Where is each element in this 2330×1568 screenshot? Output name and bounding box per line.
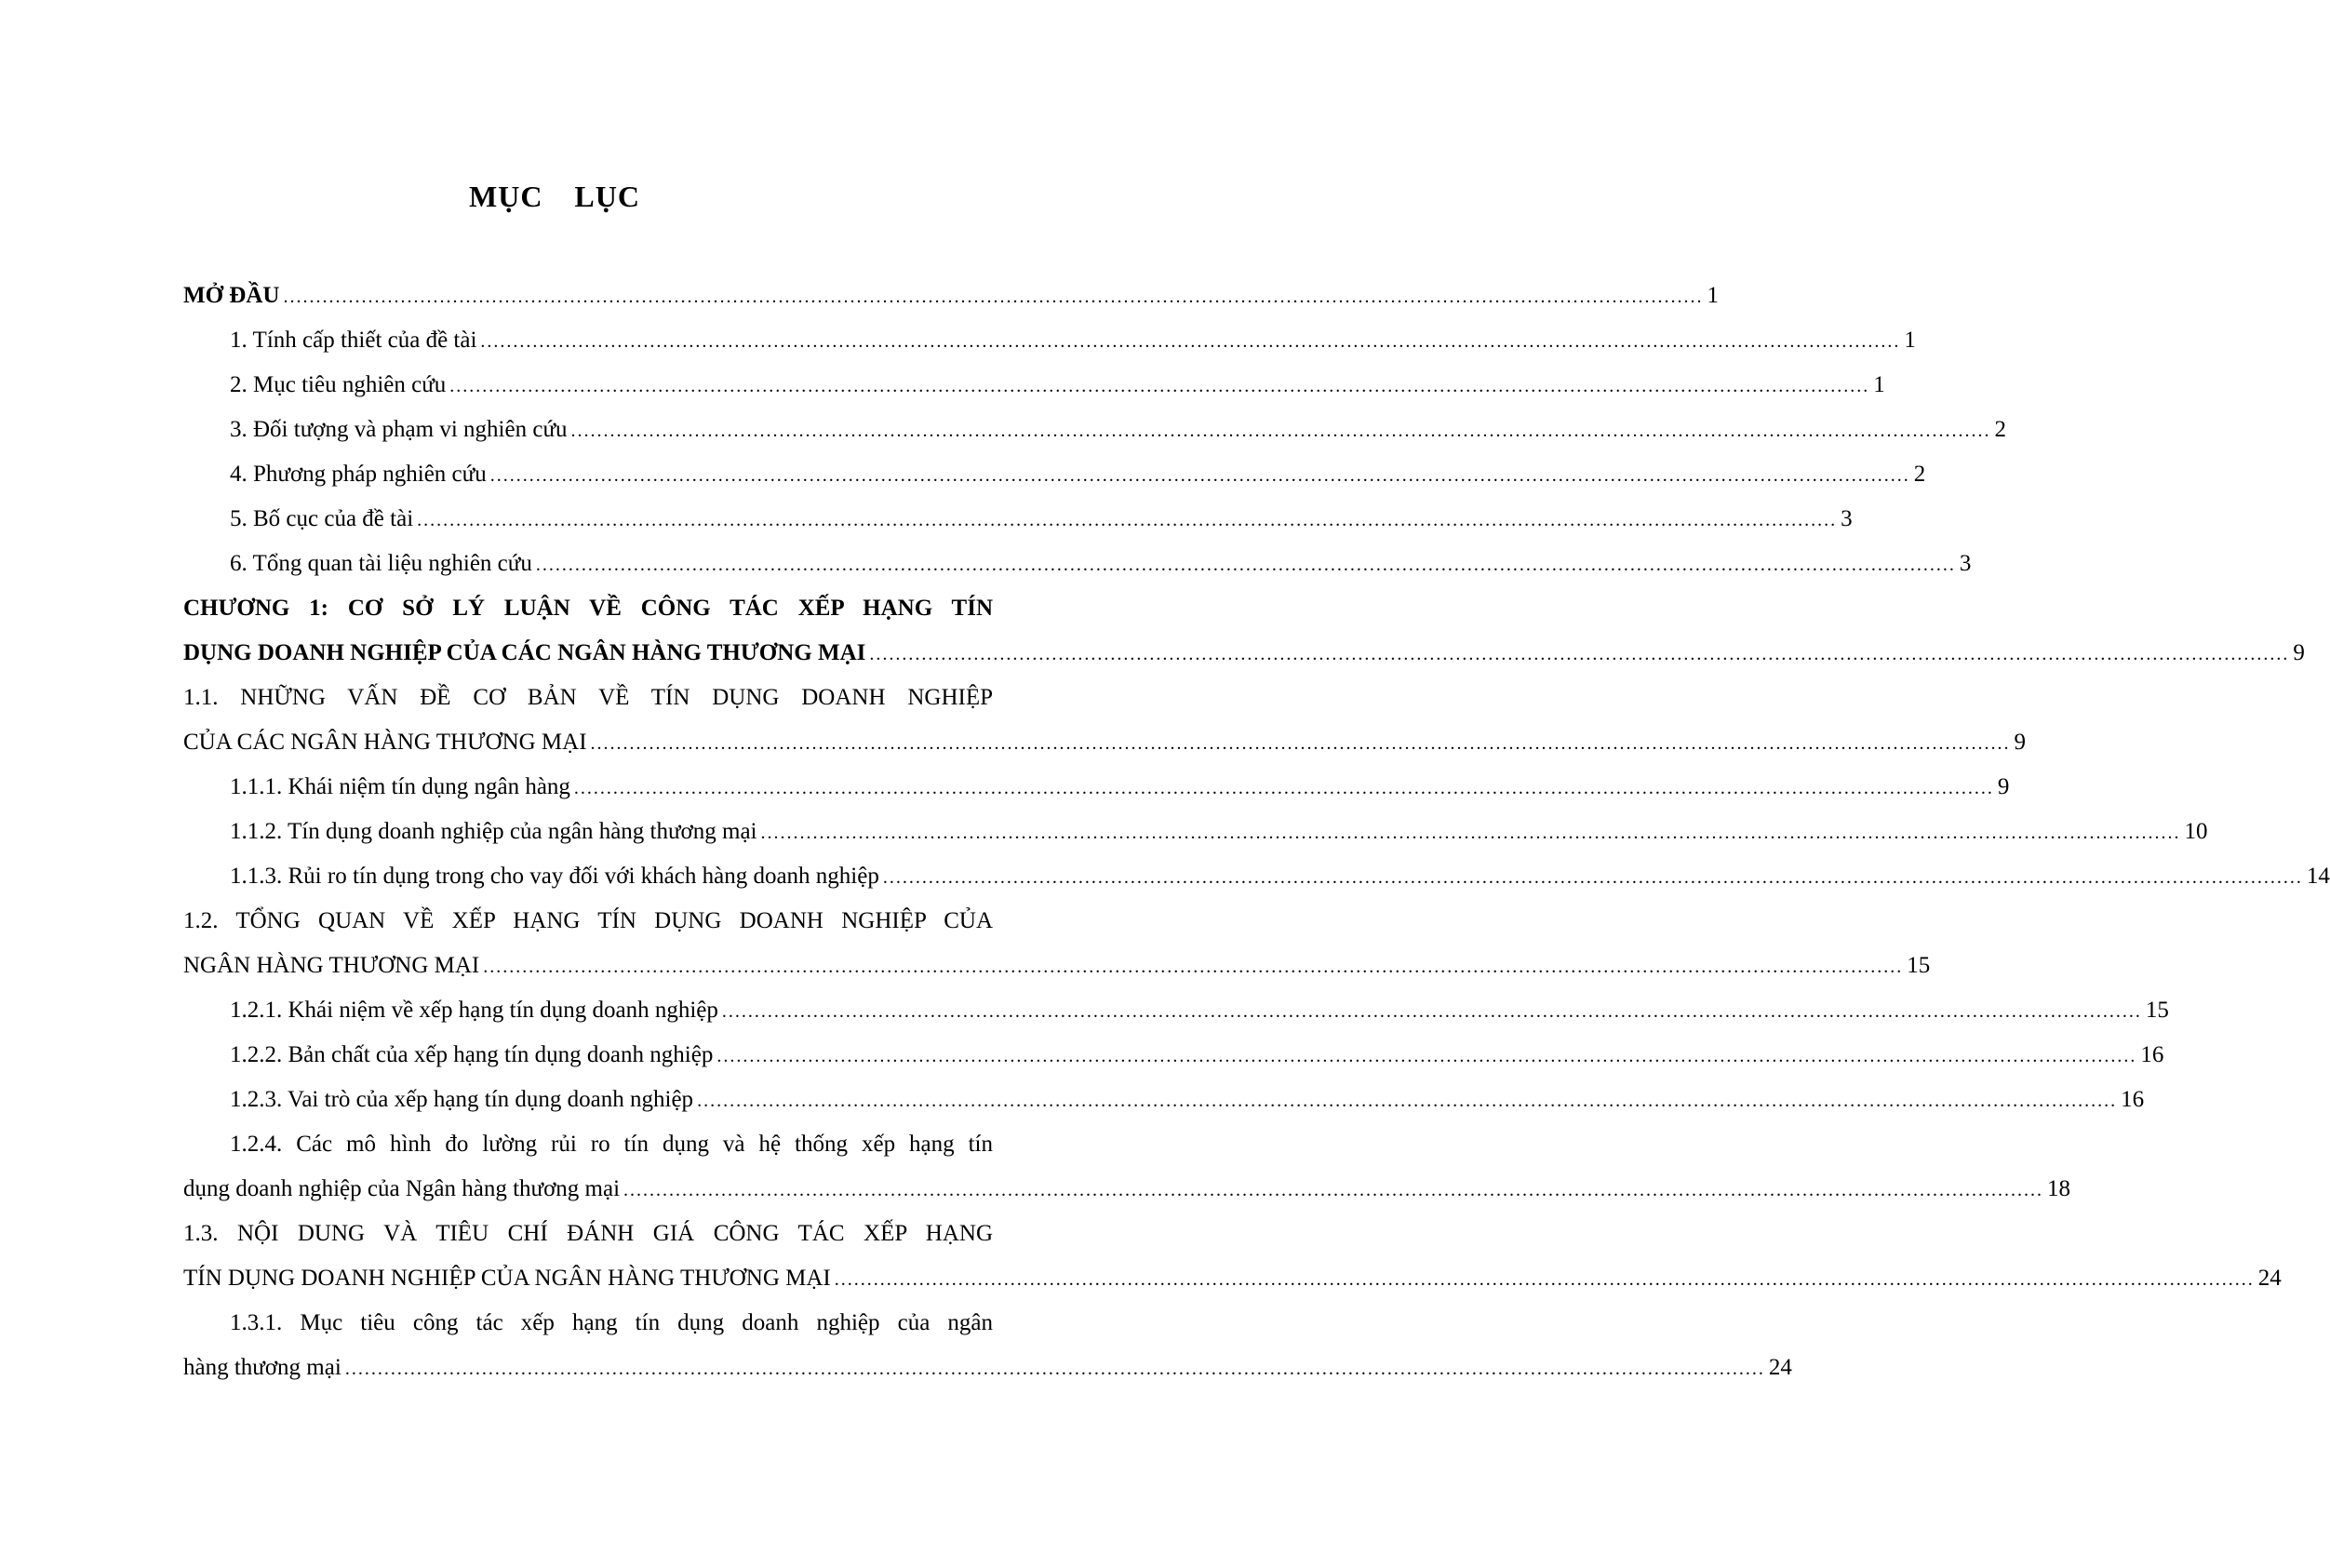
toc-leader-dots: .......................................................................................................................................................................................................................... xyxy=(834,1269,2255,1290)
toc-entry-text: TÍN DỤNG DOANH NGHIỆP CỦA NGÂN HÀNG THƯƠNG MẠI xyxy=(183,1266,831,1291)
toc-page-number: 3 xyxy=(1841,506,1853,531)
toc-page-number: 16 xyxy=(2121,1087,2145,1112)
toc-entry xyxy=(183,412,2006,457)
toc-entry-text: CỦA CÁC NGÂN HÀNG THƯƠNG MẠI xyxy=(183,730,587,755)
toc-entry-line1 xyxy=(183,1127,993,1172)
toc-entry-text: 1.2.3. Vai trò của xếp hạng tín dụng doanh nghiệp xyxy=(230,1087,694,1112)
toc-leader-dots: .......................................................................................................................................................................................................................... xyxy=(716,1046,2137,1066)
toc-leader-dots: .......................................................................................................................................................................................................................... xyxy=(623,1180,2044,1200)
toc-page-number: 2 xyxy=(1913,462,1926,487)
toc-page-number: 1 xyxy=(1707,283,1719,308)
toc-page-number: 9 xyxy=(2014,730,2027,755)
toc-entry-text: 3. Đối tượng và phạm vi nghiên cứu xyxy=(230,417,568,442)
toc-page-number: 14 xyxy=(2306,864,2330,889)
toc-page-number: 24 xyxy=(1768,1355,1792,1380)
toc-leader-dots: .......................................................................................................................................................................................................................... xyxy=(869,644,2290,664)
toc-section-heading-line2 xyxy=(183,948,1931,993)
toc-entry-text: hàng thương mại xyxy=(183,1355,341,1380)
toc-entry xyxy=(183,1082,2145,1127)
toc-entry xyxy=(183,546,1972,591)
toc-leader-dots: .......................................................................................................................................................................................................................... xyxy=(535,555,1956,575)
toc-entry-text: 1.3.1. Mục tiêu công tác xếp hạng tín dụng doanh nghiệp của ngân xyxy=(230,1310,993,1335)
toc-leader-dots: .......................................................................................................................................................................................................................... xyxy=(489,465,1910,486)
toc-entry xyxy=(183,770,2010,814)
toc-entry-line2 xyxy=(183,1172,2071,1216)
toc-entry-text: 1.1.1. Khái niệm tín dụng ngân hàng xyxy=(230,774,570,799)
toc-leader-dots: .......................................................................................................................................................................................................................... xyxy=(283,287,1704,307)
toc-leader-dots: .......................................................................................................................................................................................................................... xyxy=(721,1001,2142,1022)
toc-entry-text: CHƯƠNG 1: CƠ SỞ LÝ LUẬN VỀ CÔNG TÁC XẾP HẠNG TÍN xyxy=(183,596,993,621)
toc-entry xyxy=(183,814,2208,859)
toc-page-number: 24 xyxy=(2257,1266,2282,1291)
toc-page-number: 3 xyxy=(1959,551,1972,576)
toc-entry xyxy=(183,368,1885,412)
toc-section-heading-line2 xyxy=(183,725,2027,770)
toc-entry-text: 1. Tính cấp thiết của đề tài xyxy=(230,328,477,353)
toc-chapter-heading-line2 xyxy=(183,636,2305,680)
toc-chapter-heading-line1 xyxy=(183,591,993,636)
toc-leader-dots: .......................................................................................................................................................................................................................... xyxy=(344,1359,1765,1379)
toc-entry-text: DỤNG DOANH NGHIỆP CỦA CÁC NGÂN HÀNG THƯƠNG MẠI xyxy=(183,640,866,665)
toc-entry-line2 xyxy=(183,1350,1792,1395)
toc-page-number: 16 xyxy=(2140,1042,2164,1067)
toc-entry-text: NGÂN HÀNG THƯƠNG MẠI xyxy=(183,953,480,978)
toc-leader-dots: .......................................................................................................................................................................................................................... xyxy=(480,331,1901,352)
page-title: MỤC LỤC xyxy=(469,180,640,213)
toc-entry-text: dụng doanh nghiệp của Ngân hàng thương mại xyxy=(183,1176,621,1201)
toc-page-number: 9 xyxy=(2293,640,2305,665)
toc-entry-text: 4. Phương pháp nghiên cứu xyxy=(230,462,487,487)
toc-page-number: 18 xyxy=(2047,1176,2071,1201)
toc-entry-text: 1.2. TỔNG QUAN VỀ XẾP HẠNG TÍN DỤNG DOANH NGHIỆP CỦA xyxy=(183,908,993,933)
toc-leader-dots: .......................................................................................................................................................................................................................... xyxy=(573,778,1994,798)
toc-entry xyxy=(183,1038,2164,1082)
toc-entry-text: 1.1. NHỮNG VẤN ĐỀ CƠ BẢN VỀ TÍN DỤNG DOANH NGHIỆP xyxy=(183,685,993,710)
table-of-contents xyxy=(183,278,2330,1395)
toc-entry-text: 1.2.2. Bản chất của xếp hạng tín dụng doanh nghiệp xyxy=(230,1042,714,1067)
toc-entry xyxy=(183,502,1853,546)
toc-entry-text: 6. Tổng quan tài liệu nghiên cứu xyxy=(230,551,532,576)
toc-section-heading-line1 xyxy=(183,1216,993,1261)
toc-entry-text: 1.1.2. Tín dụng doanh nghiệp của ngân hàng thương mại xyxy=(230,819,757,844)
toc-page-number: 1 xyxy=(1904,328,1916,353)
toc-leader-dots: .......................................................................................................................................................................................................................... xyxy=(590,733,2011,754)
toc-leader-dots: .......................................................................................................................................................................................................................... xyxy=(417,510,1838,530)
toc-entry-text: 1.1.3. Rủi ro tín dụng trong cho vay đối với khách hàng doanh nghiệp xyxy=(230,864,879,889)
toc-entry-text: 1.2.4. Các mô hình đo lường rủi ro tín dụng và hệ thống xếp hạng tín xyxy=(230,1132,993,1157)
toc-section-heading-line1 xyxy=(183,904,993,948)
toc-entry xyxy=(183,859,2330,904)
toc-page-number: 15 xyxy=(2145,998,2169,1023)
toc-section-heading-line1 xyxy=(183,680,993,725)
toc-page-number: 9 xyxy=(1997,774,2010,799)
toc-entry-text: MỞ ĐẦU xyxy=(183,283,280,308)
toc-page-number: 15 xyxy=(1907,953,1931,978)
toc-entry xyxy=(183,993,2169,1038)
toc-entry-mo-dau xyxy=(183,278,1719,323)
toc-entry-text: 1.3. NỘI DUNG VÀ TIÊU CHÍ ĐÁNH GIÁ CÔNG TÁC XẾP HẠNG xyxy=(183,1221,993,1246)
toc-page-number: 2 xyxy=(1994,417,2006,442)
toc-entry xyxy=(183,457,1926,502)
toc-page-number: 1 xyxy=(1873,372,1885,397)
toc-leader-dots: .......................................................................................................................................................................................................................... xyxy=(483,957,1904,977)
toc-leader-dots: .......................................................................................................................................................................................................................... xyxy=(570,421,1991,441)
toc-leader-dots: .......................................................................................................................................................................................................................... xyxy=(882,867,2303,888)
toc-leader-dots: .......................................................................................................................................................................................................................... xyxy=(697,1091,2118,1111)
toc-leader-dots: .......................................................................................................................................................................................................................... xyxy=(760,823,2181,843)
toc-entry-line1 xyxy=(183,1306,993,1350)
toc-entry-text: 1.2.1. Khái niệm về xếp hạng tín dụng doanh nghiệp xyxy=(230,998,718,1023)
toc-section-heading-line2 xyxy=(183,1261,2282,1306)
toc-page-number: 10 xyxy=(2184,819,2208,844)
toc-entry-text: 5. Bố cục của đề tài xyxy=(230,506,414,531)
toc-entry xyxy=(183,323,1916,368)
toc-entry-text: 2. Mục tiêu nghiên cứu xyxy=(230,372,447,397)
toc-leader-dots: .......................................................................................................................................................................................................................... xyxy=(449,376,1870,396)
